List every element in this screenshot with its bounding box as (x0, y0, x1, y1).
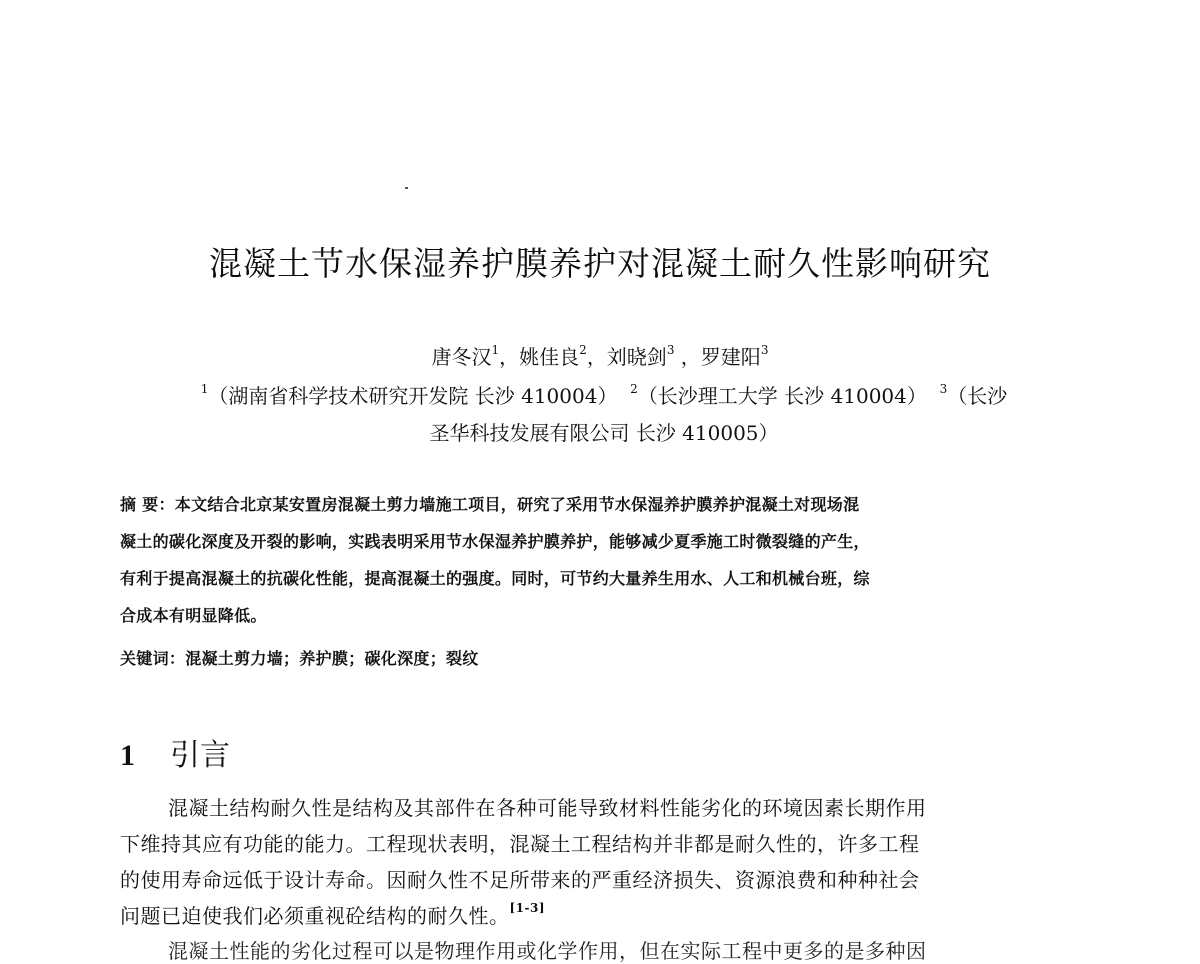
body-text: 问题已迫使我们必须重视砼结构的耐久性。 (120, 904, 510, 928)
section-number: 1 (120, 739, 135, 772)
affiliation-text: （湖南省科学技术研究开发院 长沙 410004） (208, 384, 618, 408)
author-name: ，罗建阳 (674, 345, 761, 369)
author-name: ，姚佳良 (499, 345, 580, 369)
body-text-line: 的使用寿命远低于设计寿命。因耐久性不足所带来的严重经济损失、资源浪费和种种社会 (120, 868, 920, 892)
affiliation-mark: 3 (939, 382, 948, 397)
section-title: 引言 (170, 738, 230, 773)
abstract-line: 凝土的碳化深度及开裂的影响，实践表明采用节水保湿养护膜养护，能够减少夏季施工时微裂缝的产生， (120, 532, 870, 551)
affiliation-line-1 (114, 380, 1094, 409)
body-text-line: 混凝土性能的劣化过程可以是物理作用或化学作用，但在实际工程中更多的是多种因 (168, 939, 927, 963)
keywords: 关键词：混凝土剪力墙；养护膜；碳化深度；裂纹 (120, 649, 479, 668)
author-name: 唐冬汉 (431, 345, 492, 369)
body-text-line (120, 900, 1090, 929)
section-heading (120, 730, 230, 774)
author-name: ，刘晓剑 (586, 345, 667, 369)
affiliation-line-2: 圣华科技发展有限公司 长沙 410005） (429, 421, 779, 445)
body-text-line: 混凝土结构耐久性是结构及其部件在各种可能导致材料性能劣化的环境因素长期作用 (168, 796, 927, 820)
author-affiliation-mark: 3 (760, 343, 769, 358)
abstract-line: 合成本有明显降低。 (120, 606, 267, 625)
abstract-line: 摘 要：本文结合北京某安置房混凝土剪力墙施工项目，研究了采用节水保湿养护膜养护混凝土对现场混 (120, 495, 860, 514)
author-affiliation-mark: 2 (579, 343, 587, 358)
author-list (0, 341, 1200, 370)
citation-reference: [1-3] (509, 901, 546, 916)
paper-title: 混凝土节水保湿养护膜养护对混凝土耐久性影响研究 (209, 244, 991, 283)
body-text-line: 下维持其应有功能的能力。工程现状表明，混凝土工程结构并非都是耐久性的，许多工程 (120, 832, 920, 856)
abstract-line: 有利于提高混凝土的抗碳化性能，提高混凝土的强度。同时，可节约大量养生用水、人工和机械台班，综 (120, 569, 870, 588)
affiliation-mark: 1 (200, 382, 209, 397)
author-affiliation-mark: 3 (666, 343, 675, 358)
affiliation-text: （长沙理工大学 长沙 410004） (637, 384, 927, 408)
author-affiliation-mark: 1 (491, 343, 500, 358)
affiliation-text: （长沙 (947, 384, 1008, 408)
affiliation-mark: 2 (630, 382, 638, 397)
scan-artifact-dot (405, 187, 408, 189)
